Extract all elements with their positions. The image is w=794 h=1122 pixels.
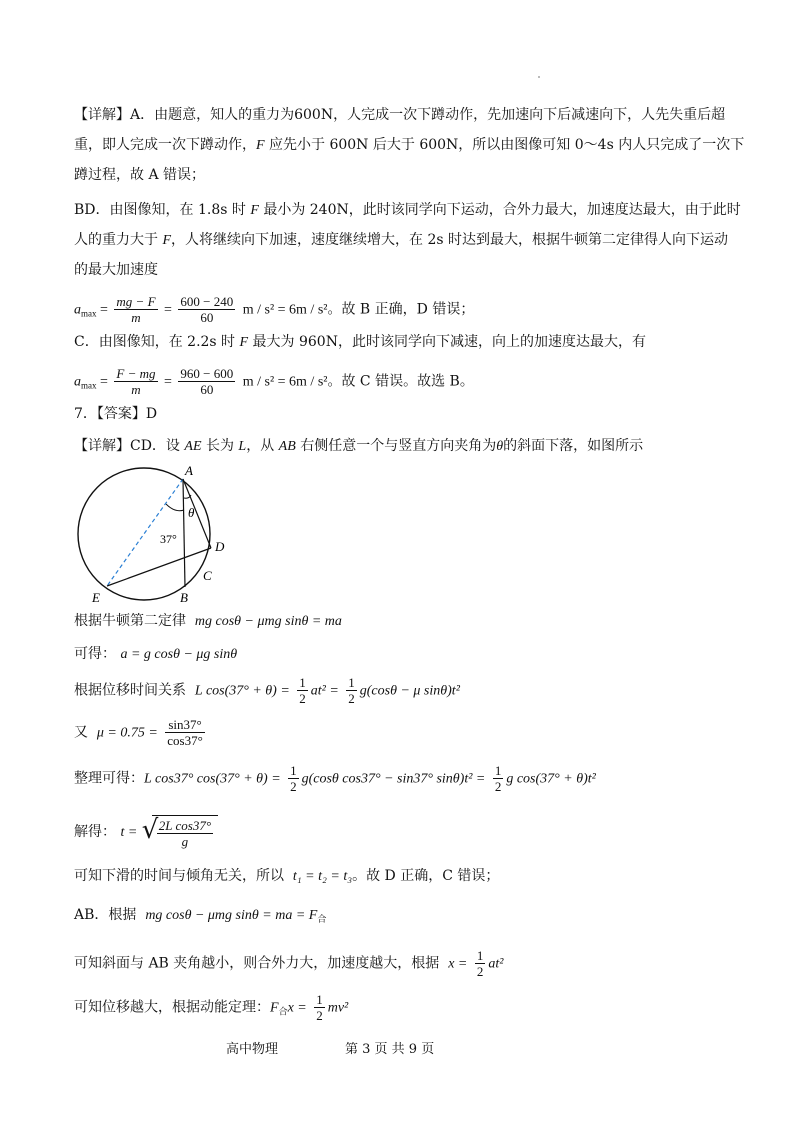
circle-incline-figure [72,462,242,608]
para-bd-line-2: 人的重力大于 F，人将继续向下加速，速度继续增大，在 2s 时达到最大，根据牛顿第二定律得人向下运动 [74,232,729,248]
chord-ab [183,479,185,587]
q7-detail-intro: 【详解】CD．设 AE 长为 L，从 AB 右侧任意一个与竖直方向夹角为θ的斜面下落，如图所示 [74,438,644,454]
theta-label: θ [188,505,195,520]
equation-amax-c: $a_{max}$ = $\frac{F - mg}{m}$ = $\frac{960 - 600}{60}$ m / s² = 6m / s²。故 C 错误。故选 B。 [74,366,474,397]
para-bd-line-1: BD．由图像知，在 1.8s 时 F 最小为 240N，此时该同学向下运动，合外力最大，加速度达最大，由于此时 [74,202,741,218]
angle-arc-37 [166,504,184,511]
circle [78,468,210,600]
point-a-label: A [185,463,193,478]
point-e-label: E [92,590,100,605]
para-bd-line-3: 的最大加速度 [74,262,158,278]
solution-line: 解得： t = √ $\frac{\text{2L cos37°}}{g}$ [74,815,218,849]
newton-law-line: 根据牛顿第二定律 mg cosθ − μmg sinθ = ma [74,613,342,629]
time-conclusion-line: 可知下滑的时间与倾角无关，所以 t₁ = t₂ = t₃。故 D 正确，C 错误； [74,868,500,884]
ab-line: AB．根据 mg cosθ − μmg sinθ = ma = $F_合$ [74,907,327,925]
angle-37-label: 37° [160,532,177,546]
para-a-line-1: 【详解】A．由题意，知人的重力为600N，人完成一次下蹲动作，先加速向下后减速向下，人先失重后超 [74,107,726,123]
displacement-line: 根据位移时间关系 L cos(37° + θ) = $\frac{1}{2}$ at² = $\frac{1}{2}$ g(cosθ − μ sinθ)t² [74,675,460,706]
point-d-label: D [215,539,225,554]
acceleration-line: 可得： a = g cosθ − μg sinθ [74,646,238,662]
kinetic-energy-line: 可知位移越大，根据动能定理：$F_合x$ = $\frac{1}{2}$ mv² [74,992,349,1023]
footer-page-number: 第 3 页 共 9 页 [345,1042,435,1057]
friction-coefficient-line: 又 μ = 0.75 = $\frac{\sin 37^\circ}{\cos 37^\circ}$ [74,717,203,748]
arrangement-line: 整理可得：L cos37° cos(37° + θ) = $\frac{1}{2}$ g(cosθ cos37° − sin37° sinθ)t² = $\frac{1}{2}$ g cos(37° + θ)t² [74,763,596,794]
point-c-label: C [203,568,212,583]
scan-speck [538,76,540,78]
q7-answer: 7．【答案】D [74,406,158,422]
point-b-label: B [180,590,188,605]
para-c-line-1: C．由图像知，在 2.2s 时 F 最大为 960N，此时该同学向下减速，向上的加速度达最大，有 [74,334,646,350]
footer-subject: 高中物理 [226,1042,279,1057]
chord-ed [107,548,211,586]
equation-amax-bd: $a_{max}$ = $\frac{mg - F}{m}$ = $\frac{600 - 240}{60}$ m / s² = 6m / s²。故 B 正确，D 错误； [74,294,475,325]
para-a-line-2: 重，即人完成一次下蹲动作，F 应先小于 600N 后大于 600N，所以由图像可知 0～4s 内人只完成了一次下 [74,137,745,153]
incline-angle-line: 可知斜面与 AB 夹角越小，则合外力大，加速度越大，根据 x = $\frac{1}{2}$ at² [74,948,504,979]
para-a-line-3: 蹲过程，故 A 错误； [74,167,206,183]
